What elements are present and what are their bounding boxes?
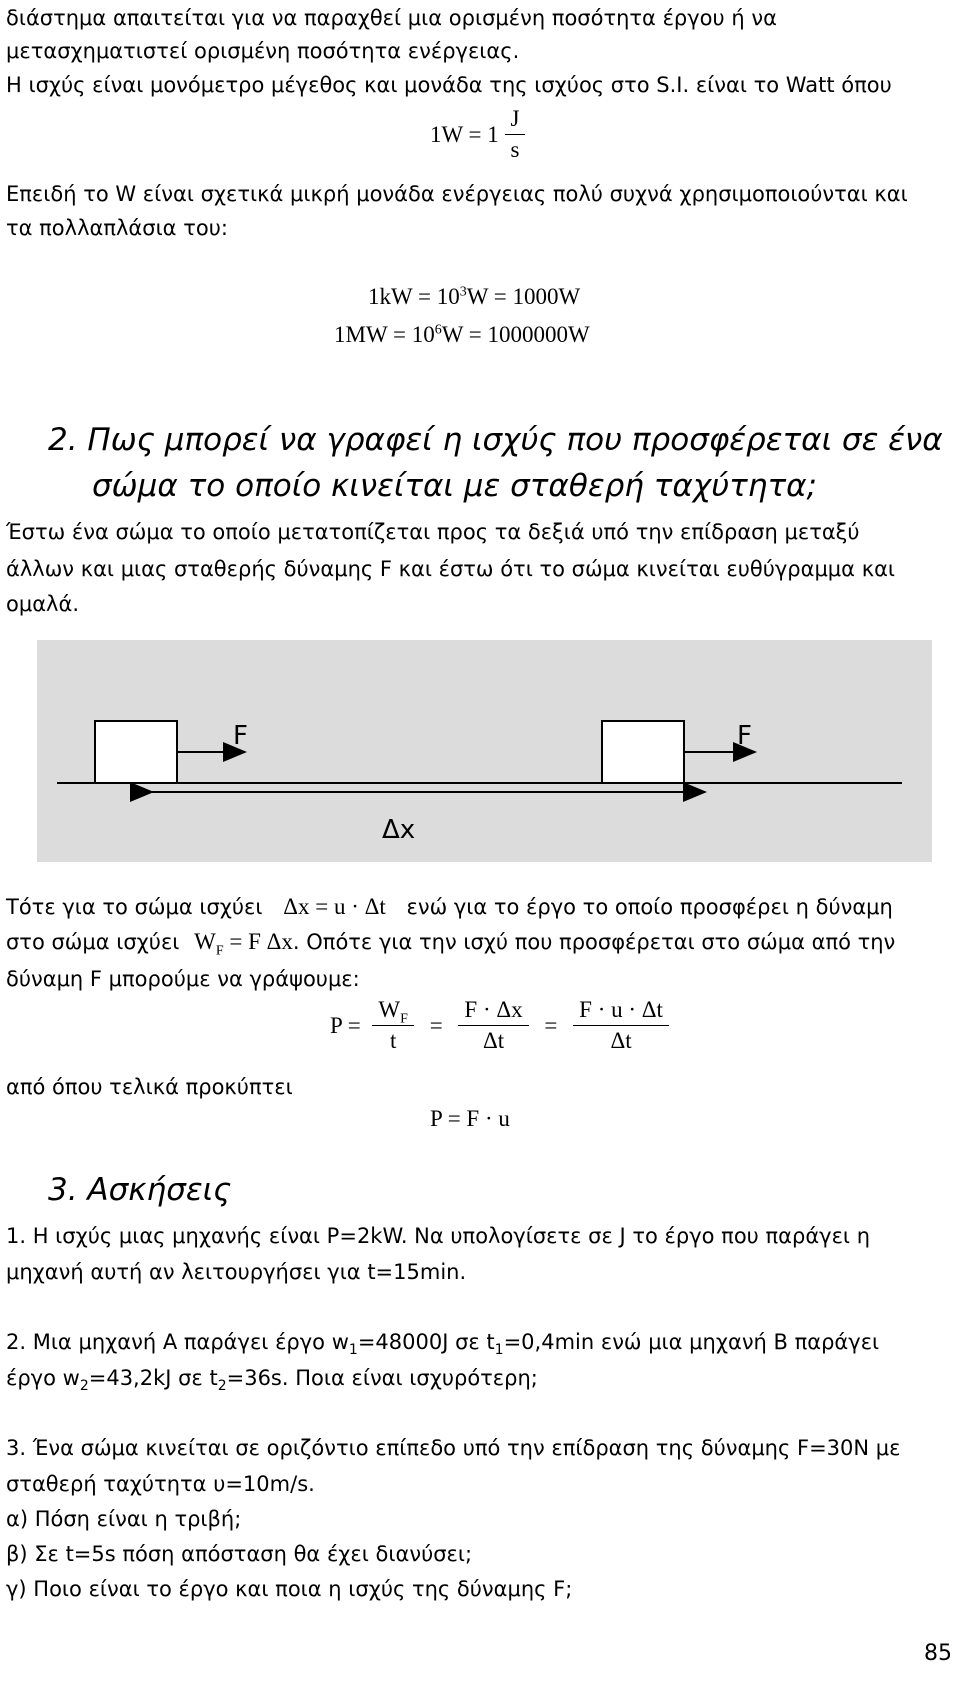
exercise-3-part-b: β) Σε t=5s πόση απόσταση θα έχει διανύσει; xyxy=(6,1542,473,1566)
ex2-text-a: 2. Μια μηχανή Α παράγει έργο w xyxy=(6,1330,349,1354)
equals-2: = xyxy=(544,1012,558,1038)
section-2-line-7: από όπου τελικά προκύπτει xyxy=(6,1075,293,1099)
line-5-text-a: στο σώμα ισχύει xyxy=(6,930,180,954)
displacement-label: Δx xyxy=(382,815,416,845)
block-right xyxy=(602,721,684,783)
power-lhs: P = xyxy=(330,1012,361,1038)
fraction-1-numerator xyxy=(372,995,414,1026)
mw-exponent: 6 xyxy=(434,322,442,338)
intro-line-2: μετασχηματιστεί ορισμένη ποσότητα ενέργειας. xyxy=(6,39,520,63)
work-relation-rest: = F Δx xyxy=(223,929,293,954)
fraction-1-denominator: t xyxy=(389,1028,397,1053)
block-left xyxy=(95,721,177,783)
mw-part-b: W = 1000000W xyxy=(441,322,590,347)
section-2-paragraph-line-2: άλλων και μιας σταθερής δύναμης F και έστω ότι το σώμα κινείται ευθύγραμμα και xyxy=(6,557,896,581)
fraction-1-sub: F xyxy=(400,1011,408,1027)
line-4-text-a: Τότε για το σώμα ισχύει xyxy=(6,895,263,919)
force-label-left: F xyxy=(233,721,248,751)
exercise-2-line-1 xyxy=(6,1328,880,1359)
fraction-2-numerator: F · Δx xyxy=(458,995,528,1026)
ex2-text-c: =0,4min ενώ μια μηχανή Β παράγει xyxy=(503,1330,880,1354)
ex2-sub-1: 1 xyxy=(348,1342,358,1359)
equals-1: = xyxy=(429,1012,443,1038)
final-power-equation: P = F · u xyxy=(430,1106,510,1131)
section-2-paragraph-line-3: ομαλά. xyxy=(6,592,79,616)
kw-part-a: 1kW = 10 xyxy=(368,284,460,309)
section-2-line-6: δύναμη F μπορούμε να γράψουμε: xyxy=(6,967,360,991)
fraction-1 xyxy=(372,995,414,1056)
exercise-3-part-c: γ) Ποιο είναι το έργο και ποια η ισχύς της δύναμης F; xyxy=(6,1577,573,1601)
watt-definition xyxy=(430,104,525,166)
section-2-line-4 xyxy=(6,893,893,921)
watt-lhs: 1W = 1 xyxy=(430,121,499,147)
line-4-text-b: ενώ για το έργο το οποίο προσφέρει η δύναμη xyxy=(406,895,893,919)
ex2-sub-4: 2 xyxy=(217,1378,227,1395)
velocity-relation: Δx = u · Δt xyxy=(283,894,386,919)
fraction-3 xyxy=(573,995,669,1056)
intro-line-1: διάστημα απαιτείται για να παραχθεί μια ορισμένη ποσότητα έργου ή να xyxy=(6,6,777,30)
line-5-text-b: . Οπότε για την ισχύ που προσφέρεται στο σώμα από την xyxy=(292,930,896,954)
ex2-sub-3: 2 xyxy=(79,1378,89,1395)
ex2-text-f: =36s. Ποια είναι ισχυρότερη; xyxy=(226,1366,538,1390)
fraction-3-denominator: Δt xyxy=(610,1028,632,1053)
fraction-3-numerator: F · u · Δt xyxy=(573,995,669,1026)
intro-line-3: Η ισχύς είναι μονόμετρο μέγεθος και μονάδα της ισχύος στο S.I. είναι το Watt όπου xyxy=(6,73,892,97)
megawatt-equation xyxy=(334,322,590,348)
exercise-2-line-2 xyxy=(6,1364,538,1395)
exercise-3-part-a: α) Πόση είναι η τριβή; xyxy=(6,1507,242,1531)
motion-diagram-svg xyxy=(37,640,932,862)
motion-diagram xyxy=(37,640,932,862)
page-number: 85 xyxy=(924,1641,952,1666)
section-2-heading-line-1: 2. Πως μπορεί να γραφεί η ισχύς που προσφέρεται σε ένα xyxy=(48,422,943,458)
exercise-3-line-1: 3. Ένα σώμα κινείται σε οριζόντιο επίπεδο υπό την επίδραση της δύναμης F=30N με xyxy=(6,1436,901,1460)
ex2-text-d: έργο w xyxy=(6,1366,80,1390)
exercise-1-line-2: μηχανή αυτή αν λειτουργήσει για t=15min. xyxy=(6,1260,467,1284)
watt-fraction xyxy=(505,104,526,165)
section-3-heading: 3. Ασκήσεις xyxy=(48,1172,232,1208)
ex2-text-b: =48000J σε t xyxy=(357,1330,495,1354)
kw-part-b: W = 1000W xyxy=(466,284,581,309)
kilowatt-equation xyxy=(368,284,580,310)
work-symbol: W xyxy=(194,929,216,954)
work-subscript: F xyxy=(215,943,224,959)
kw-exponent: 3 xyxy=(459,284,467,300)
intro-line-4: Επειδή το W είναι σχετικά μικρή μονάδα ενέργειας πολύ συχνά χρησιμοποιούνται και xyxy=(6,182,908,206)
force-label-right: F xyxy=(737,721,752,751)
section-2-paragraph-line-1: Έστω ένα σώμα το οποίο μετατοπίζεται προς τα δεξιά υπό την επίδραση μεταξύ xyxy=(6,520,860,544)
fraction-1-w: W xyxy=(378,997,401,1022)
ex2-text-e: =43,2kJ σε t xyxy=(88,1366,218,1390)
exercise-3-line-2: σταθερή ταχύτητα υ=10m/s. xyxy=(6,1472,315,1496)
mw-part-a: 1MW = 10 xyxy=(334,322,435,347)
fraction-2 xyxy=(458,995,528,1056)
ex2-sub-2: 1 xyxy=(494,1342,504,1359)
work-relation xyxy=(194,929,293,959)
watt-numerator: J xyxy=(505,104,526,135)
intro-line-5: τα πολλαπλάσια του: xyxy=(6,216,228,240)
watt-denominator: s xyxy=(510,137,520,162)
power-derivation xyxy=(330,995,669,1069)
section-2-heading-line-2: σώμα το οποίο κινείται με σταθερή ταχύτητα; xyxy=(92,468,817,504)
fraction-2-denominator: Δt xyxy=(482,1028,505,1053)
exercise-1-line-1: 1. Η ισχύς μιας μηχανής είναι P=2kW. Να υπολογίσετε σε J το έργο που παράγει η xyxy=(6,1224,871,1248)
section-2-line-5 xyxy=(6,928,896,959)
